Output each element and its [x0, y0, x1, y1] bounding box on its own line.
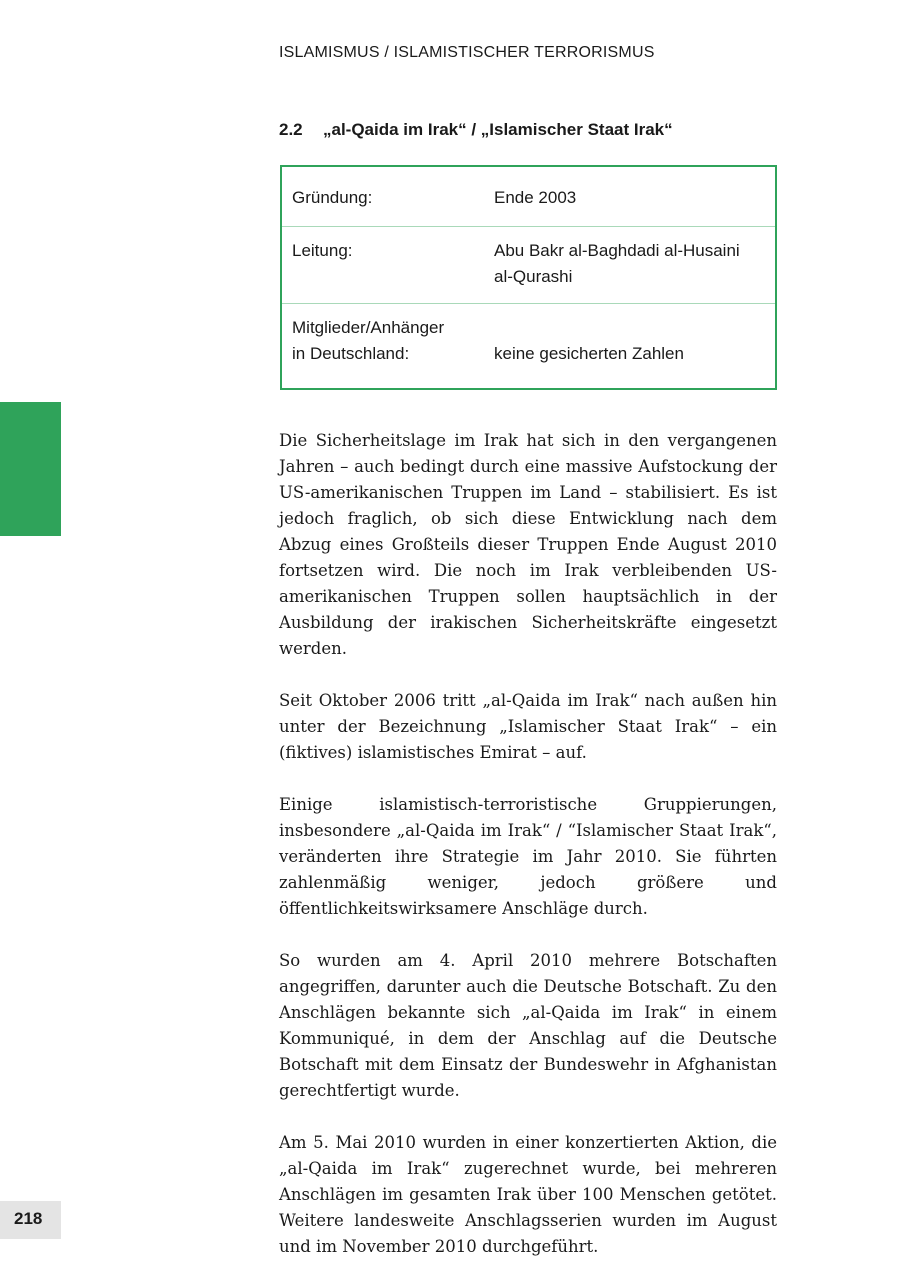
paragraph: Seit Oktober 2006 tritt „al-Qaida im Irak“ nach außen hin unter der Bezeichnung „Islamischer Staat Irak“ – ein (fiktives) islamistisches Emirat – auf.	[279, 691, 777, 762]
section-title: „al-Qaida im Irak“ / „Islamischer Staat Irak“	[323, 120, 673, 139]
info-label-members	[292, 315, 444, 367]
paragraph: Am 5. Mai 2010 wurden in einer konzertierten Aktion, die „al-Qaida im Irak“ zugerechnet wurde, bei mehreren Anschlägen im gesamten Irak über 100 Menschen getötet. Weitere landesweite Anschlagsserien wurden im August und im November 2010 durchgeführt.	[279, 1133, 777, 1256]
paragraph: Einige islamistisch-terroristische Gruppierungen, insbesondere „al-Qaida im Irak“ / “Islamischer Staat Irak“, veränderten ihre Strategie im Jahr 2010. Sie führten zahlenmäßig weniger, jedoch größere und öffentlichkeitswirksamere Anschläge durch.	[279, 795, 777, 918]
info-divider	[282, 303, 775, 304]
info-label-members-line: Mitglieder/Anhänger	[292, 318, 445, 337]
info-value-leadership	[494, 238, 740, 290]
page-number-box	[0, 1201, 61, 1239]
info-value-leadership-line: al-Qurashi	[494, 267, 573, 286]
info-label-founding: Gründung:	[292, 188, 373, 207]
paragraph: Die Sicherheitslage im Irak hat sich in den vergangenen Jahren – auch bedingt durch eine massive Aufstockung der US-amerikanischen Truppen im Land – stabilisiert. Es ist jedoch fraglich, ob sich diese Entwicklung nach dem Abzug eines Großteils dieser Truppen Ende August 2010 fortsetzen wird. Die noch im Irak verbleibenden US-amerikanischen Truppen sollen hauptsächlich in der Ausbildung der irakischen Sicherheitskräfte eingesetzt werden.	[279, 431, 777, 658]
chapter-tab-marker	[0, 402, 61, 536]
info-divider	[282, 226, 775, 227]
page-number: 218	[14, 1209, 43, 1228]
info-value-founding: Ende 2003	[494, 188, 577, 207]
section-number: 2.2	[279, 120, 303, 139]
info-value-members: keine gesicherten Zahlen	[494, 344, 684, 363]
running-head: ISLAMISMUS / ISLAMISTISCHER TERRORISMUS	[279, 44, 655, 61]
info-label-leadership: Leitung:	[292, 241, 353, 260]
section-heading	[279, 120, 673, 140]
paragraph: So wurden am 4. April 2010 mehrere Botschaften angegriffen, darunter auch die Deutsche Botschaft. Zu den Anschlägen bekannte sich „al-Qaida im Irak“ in einem Kommuniqué, in dem der Anschlag auf die Deutsche Botschaft mit dem Einsatz der Bundeswehr in Afghanistan gerechtfertigt wurde.	[279, 951, 777, 1100]
info-box	[280, 165, 777, 390]
info-value-leadership-line: Abu Bakr al-Baghdadi al-Husaini	[494, 241, 740, 260]
body-text	[279, 428, 777, 1286]
info-label-members-line: in Deutschland:	[292, 344, 410, 363]
